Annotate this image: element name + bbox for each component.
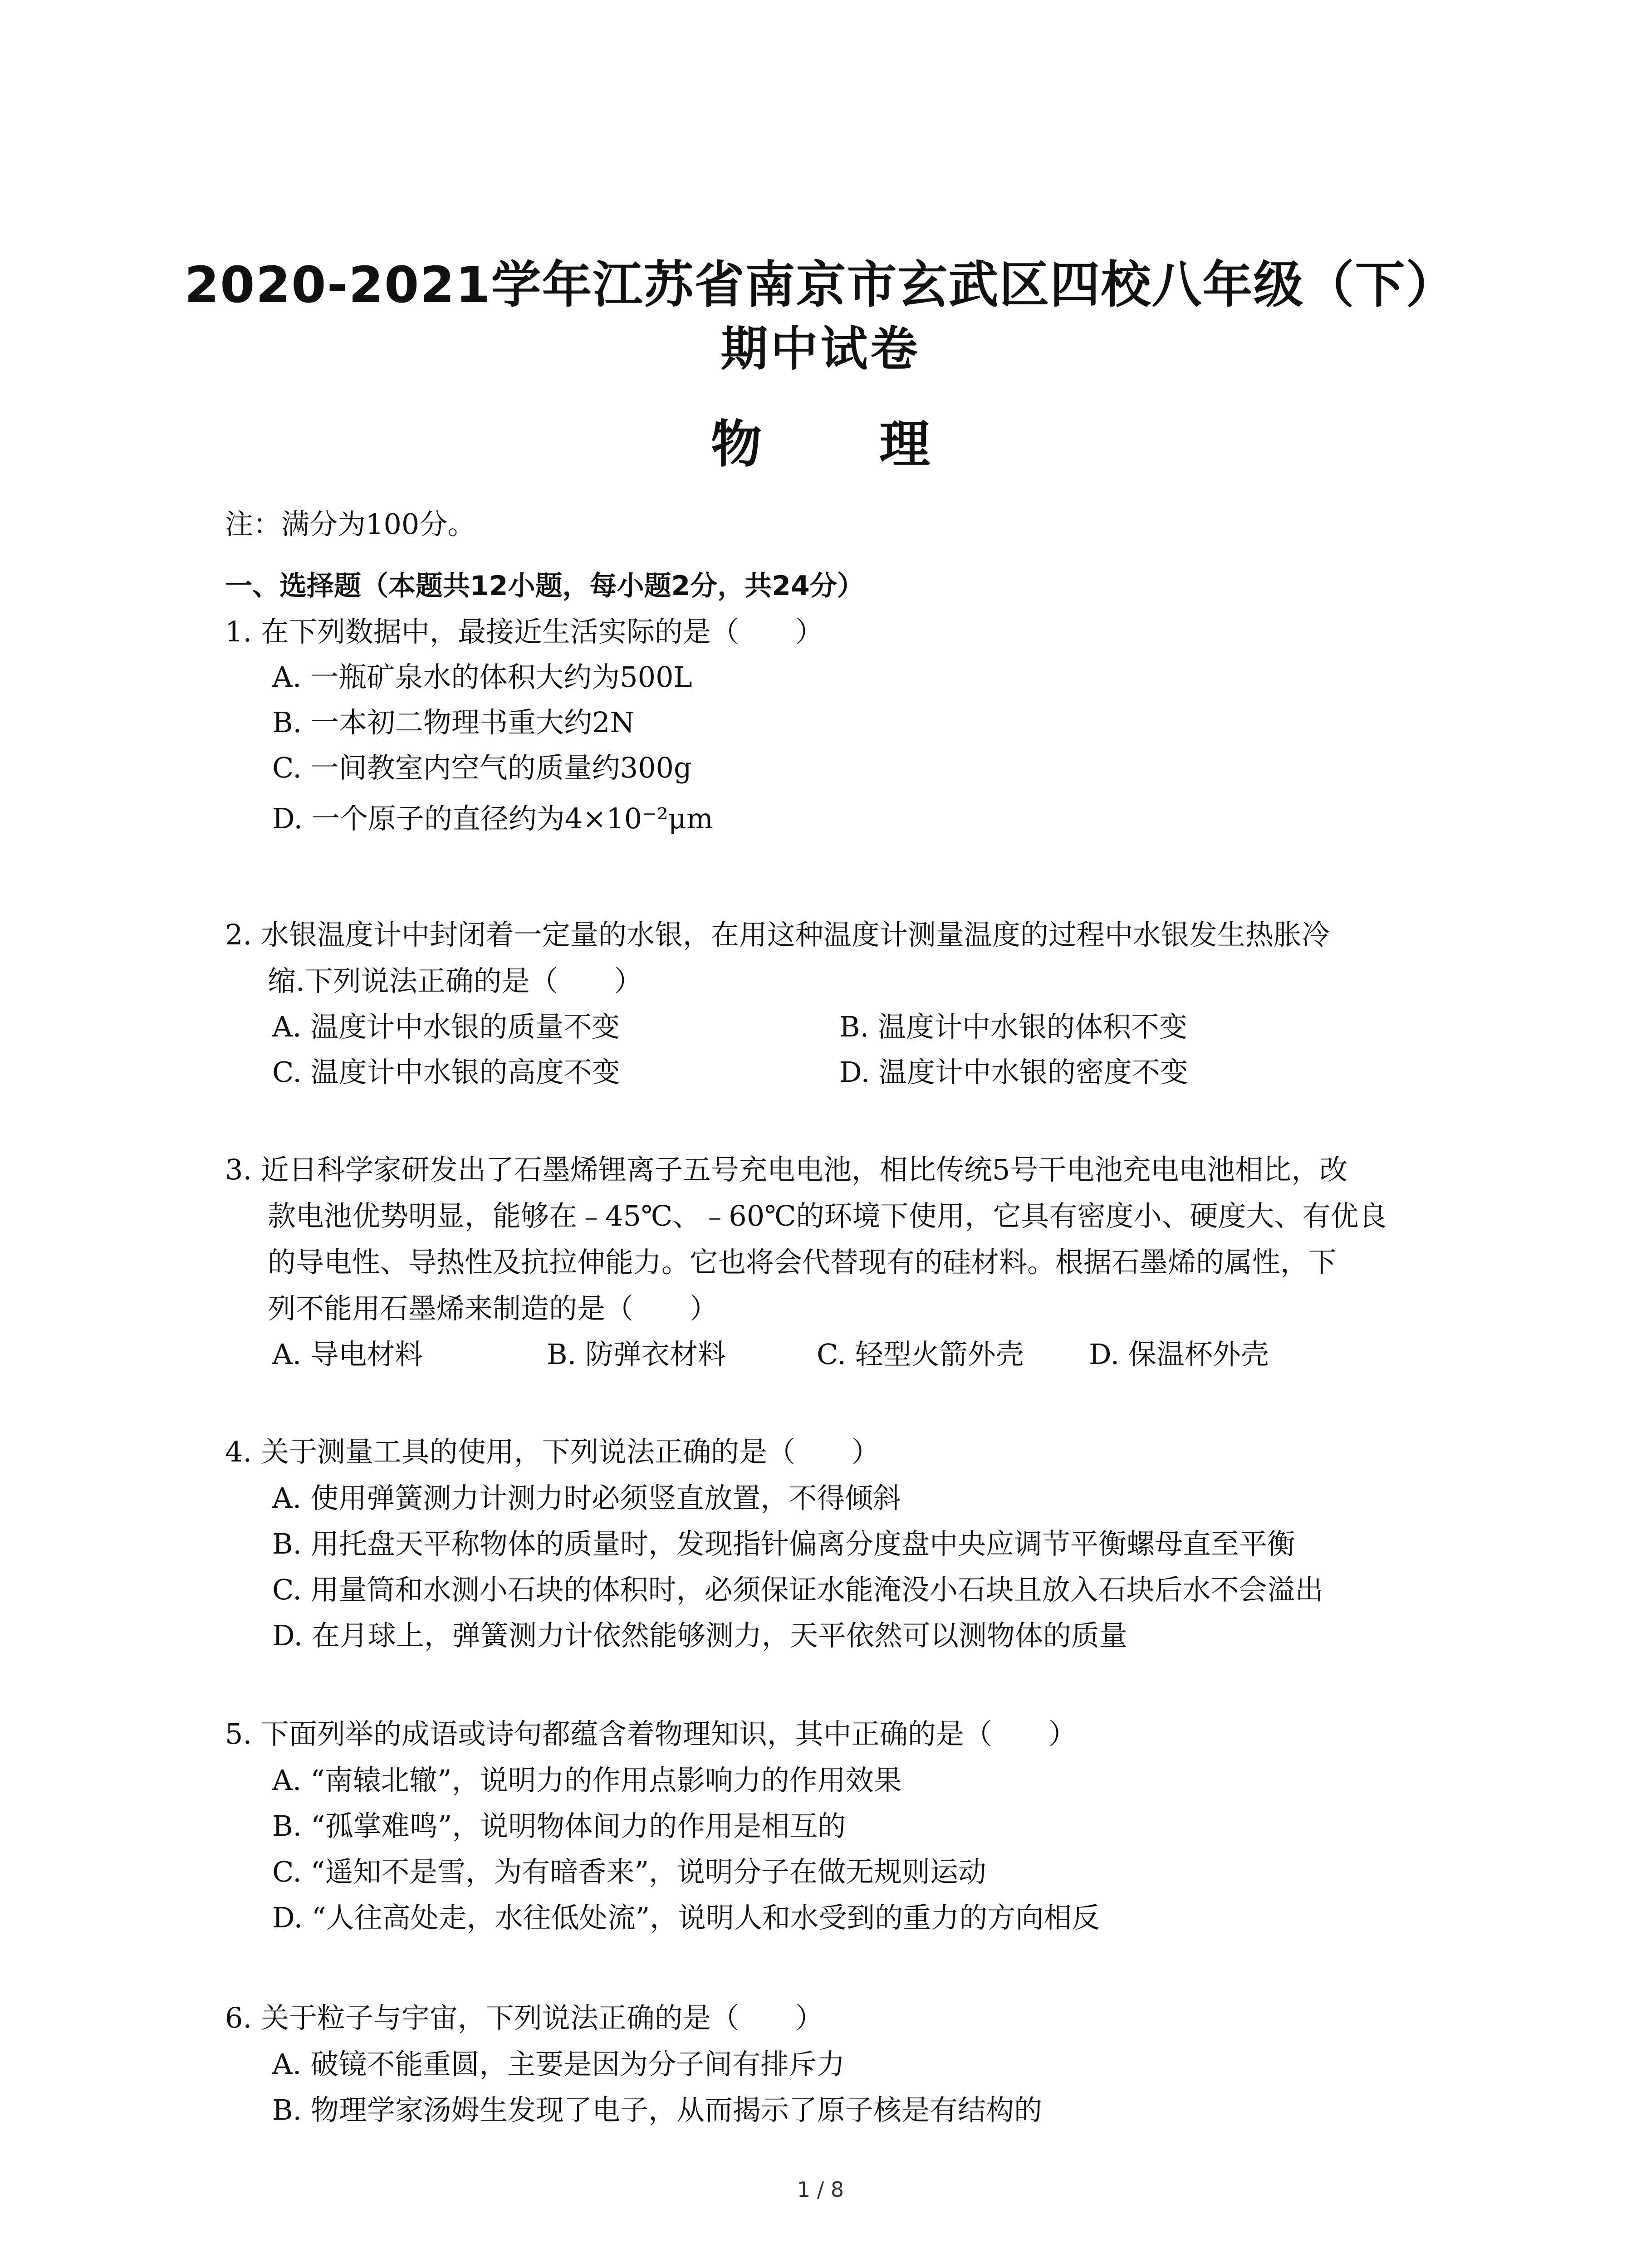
question-2-stem-line1: 2. 水银温度计中封闭着一定量的水银，在用这种温度计测量温度的过程中水银发生热胀冷 [225, 918, 1330, 951]
exam-title-line1: 2020-2021学年江苏省南京市玄武区四校八年级（下） [184, 256, 1457, 314]
section-heading: 一、选择题（本题共12小题，每小题2分，共24分） [225, 570, 864, 602]
question-3-option-c: C. 轻型火箭外壳 [817, 1338, 1024, 1371]
subject-heading: 物 理 [711, 415, 980, 474]
question-2-stem-line2: 缩.下列说法正确的是（ ） [268, 964, 642, 997]
question-4-stem: 4. 关于测量工具的使用，下列说法正确的是（ ） [225, 1435, 880, 1468]
question-6-option-b: B. 物理学家汤姆生发现了电子，从而揭示了原子核是有结构的 [272, 2093, 1042, 2126]
question-3-stem-line3: 的导电性、导热性及抗拉伸能力。它也将会代替现有的硅材料。根据石墨烯的属性，下 [268, 1246, 1337, 1279]
question-3-stem-line1: 3. 近日科学家研发出了石墨烯锂离子五号充电电池，相比传统5号干电池充电电池相比，改 [225, 1153, 1348, 1186]
question-2-option-a: A. 温度计中水银的质量不变 [272, 1010, 620, 1043]
question-5-option-c: C. “遥知不是雪，为有暗香来”，说明分子在做无规则运动 [272, 1855, 987, 1888]
question-3-option-d: D. 保温杯外壳 [1089, 1338, 1269, 1371]
question-5-option-d: D. “人往高处走，水往低处流”，说明人和水受到的重力的方向相反 [272, 1901, 1100, 1934]
question-3-stem-line4: 列不能用石墨烯来制造的是（ ） [268, 1292, 718, 1325]
question-5-stem: 5. 下面列举的成语或诗句都蕴含着物理知识，其中正确的是（ ） [225, 1717, 1077, 1750]
question-4-option-d: D. 在月球上，弹簧测力计依然能够测力，天平依然可以测物体的质量 [272, 1619, 1127, 1652]
question-6-stem: 6. 关于粒子与宇宙，下列说法正确的是（ ） [225, 2001, 823, 2034]
question-1-option-a: A. 一瓶矿泉水的体积大约为500L [272, 660, 692, 694]
question-3-option-a: A. 导电材料 [272, 1338, 423, 1371]
question-4-option-a: A. 使用弹簧测力计测力时必须竖直放置，不得倾斜 [272, 1481, 901, 1515]
question-1-option-b: B. 一本初二物理书重大约2N [272, 706, 635, 739]
question-4-option-c: C. 用量筒和水测小石块的体积时，必须保证水能淹没小石块且放入石块后水不会溢出 [272, 1573, 1323, 1606]
question-6-option-a: A. 破镜不能重圆，主要是因为分子间有排斥力 [272, 2048, 845, 2081]
question-1-stem: 1. 在下列数据中，最接近生活实际的是（ ） [225, 615, 823, 648]
question-2-option-d: D. 温度计中水银的密度不变 [839, 1056, 1188, 1089]
question-4-option-b: B. 用托盘天平称物体的质量时，发现指针偏离分度盘中央应调节平衡螺母直至平衡 [272, 1527, 1295, 1560]
question-5-option-b: B. “孤掌难鸣”，说明物体间力的作用是相互的 [272, 1809, 846, 1843]
question-2-option-b: B. 温度计中水银的体积不变 [839, 1010, 1187, 1043]
question-1-option-d: D. 一个原子的直径约为4×10⁻²μm [272, 802, 713, 835]
question-2-option-c: C. 温度计中水银的高度不变 [272, 1056, 620, 1089]
question-3-option-b: B. 防弹衣材料 [547, 1338, 726, 1371]
question-3-stem-line2: 款电池优势明显，能够在﹣45℃、﹣60℃的环境下使用，它具有密度小、硬度大、有优良 [268, 1199, 1387, 1232]
question-1-option-c: C. 一间教室内空气的质量约300g [272, 751, 692, 784]
question-5-option-a: A. “南辕北辙”，说明力的作用点影响力的作用效果 [272, 1764, 902, 1797]
score-note: 注：满分为100分。 [225, 508, 476, 541]
exam-title-line2: 期中试卷 [720, 321, 921, 376]
page-number: 1 / 8 [797, 2177, 844, 2202]
